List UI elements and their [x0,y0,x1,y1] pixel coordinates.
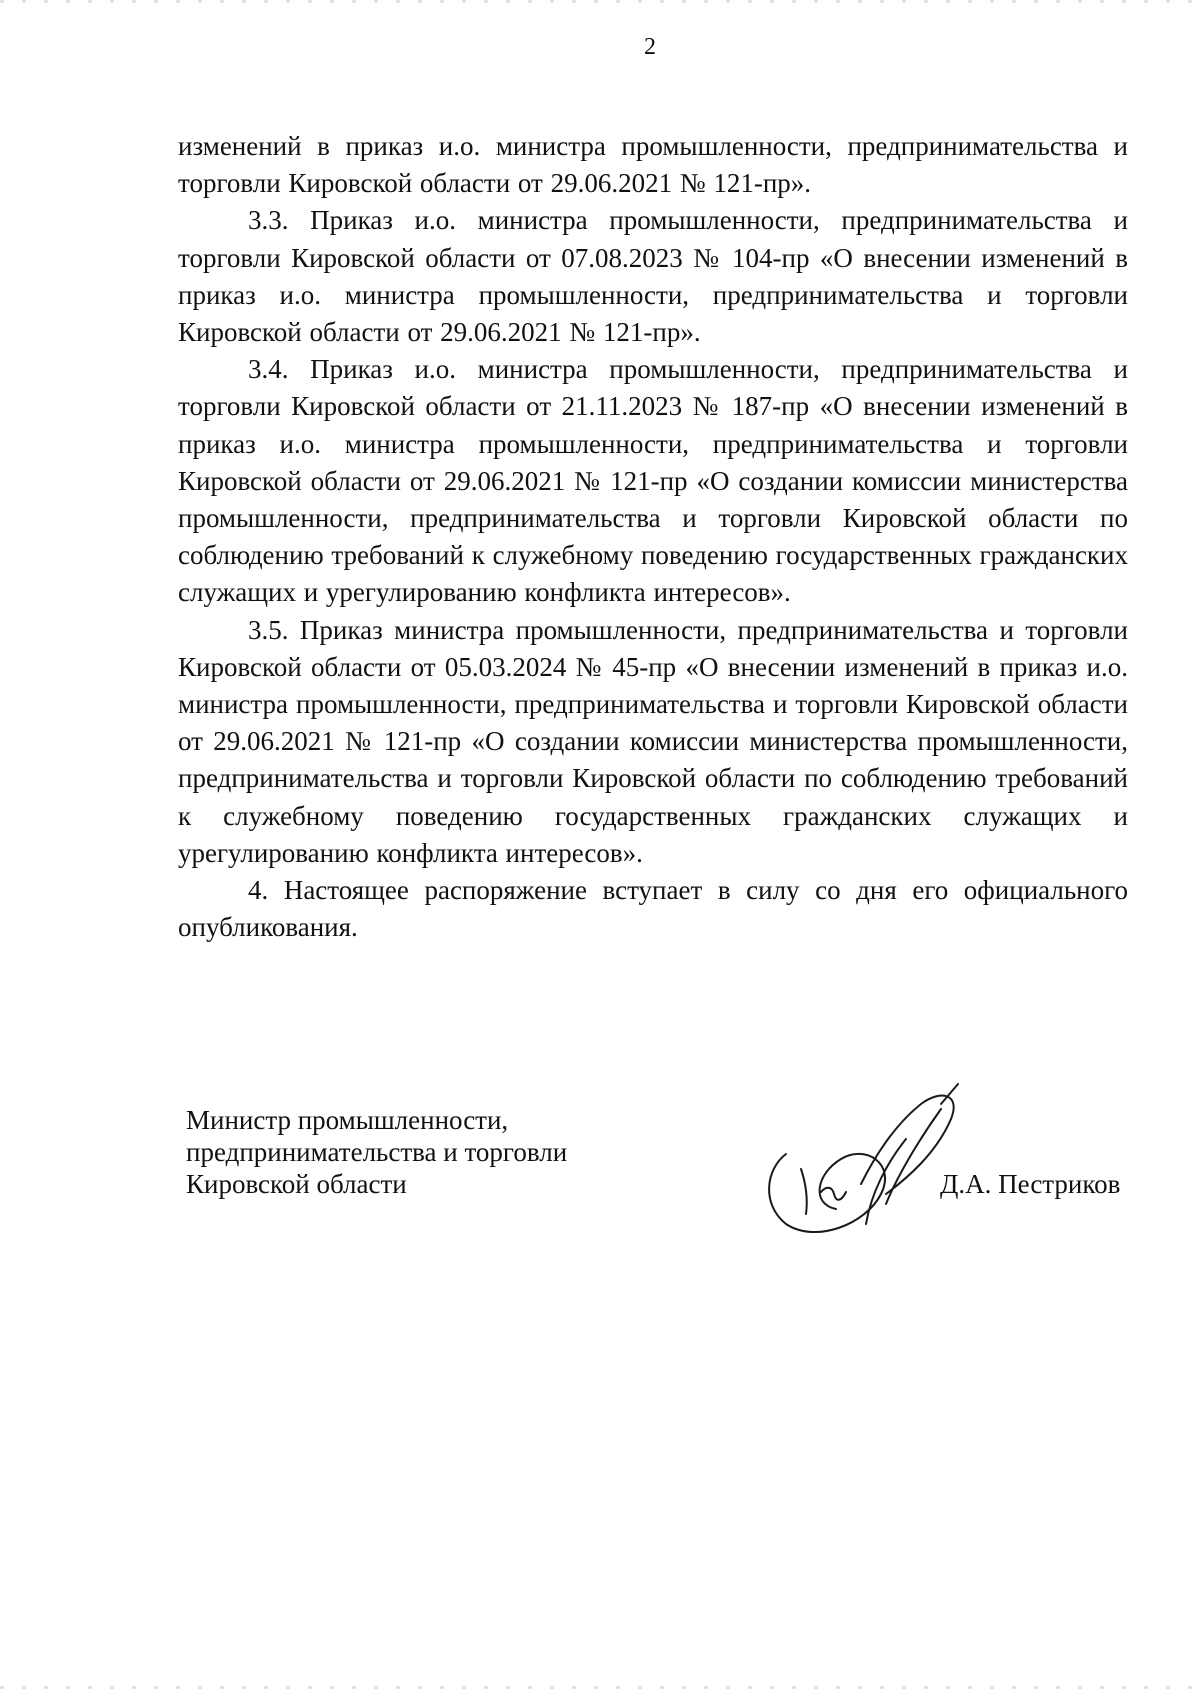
paragraph-4: 4. Настоящее распоряжение вступает в силу со дня его официального опубликования. [178,875,1128,943]
handwritten-signature [746,1074,976,1244]
paragraph-3-5: 3.5. Приказ министра промышленности, предпринимательства и торговли Кировской области от 05.03.2024 № 45-пр «О внесении изменений в приказ и.о. министра промышленности, предпринимательства и торговли Кировской области от 29.06.2021 № 121-пр «О создании комиссии министерства промышленности, предпринимательства и торговли Кировской области по соблюдению требований к служебному поведению государственных гражданских служащих и урегулированию конфликта интересов». [178,614,1128,868]
page-number: 2 [644,34,656,60]
signatory-name: Д.А. Пестриков [940,1169,1121,1199]
paragraph-3-4: 3.4. Приказ и.о. министра промышленности, предпринимательства и торговли Кировской области от 21.11.2023 № 187-пр «О внесении изменений в приказ и.о. министра промышленности, предпринимательства и торговли Кировской области от 29.06.2021 № 121-пр «О создании комиссии министерства промышленности, предпринимательства и торговли Кировской области по соблюдению требований к служебному поведению государственных гражданских служащих и урегулированию конфликта интересов». [178,354,1128,608]
signatory-title-line: Кировской области [186,1169,407,1199]
paragraph-continuation: изменений в приказ и.о. министра промышленности, предпринимательства и торговли Кировской области от 29.06.2021 № 121-пр». [178,131,1128,199]
document-body [178,128,1128,946]
paragraph-3-3: 3.3. Приказ и.о. министра промышленности, предпринимательства и торговли Кировской области от 07.08.2023 № 104-пр «О внесении изменений в приказ и.о. министра промышленности, предпринимательства и торговли Кировской области от 29.06.2021 № 121-пр». [178,205,1128,348]
signature-block [186,1104,1136,1244]
signatory-title [186,1104,567,1200]
signatory-title-line: предпринимательства и торговли [186,1137,568,1167]
scan-edge-top [0,0,1200,3]
signatory-title-line: Министр промышленности, [186,1105,509,1135]
scan-edge-bottom [0,1686,1200,1689]
